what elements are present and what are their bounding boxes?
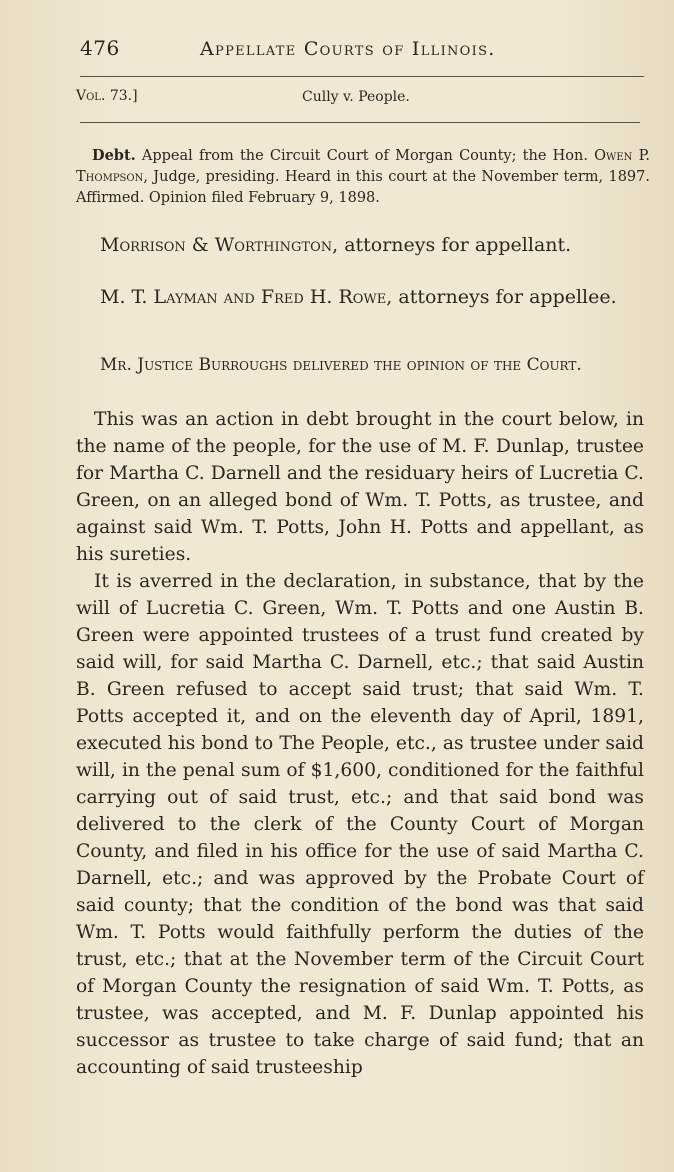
headnote-label: Debt.	[92, 147, 136, 164]
page-number: 476	[80, 36, 120, 60]
running-title: Appellate Courts of Illinois.	[200, 38, 496, 60]
appellant-role: , attorneys for appellant.	[332, 234, 572, 256]
headnote	[76, 145, 650, 209]
appellant-attorneys: Morrison & Worthington	[100, 234, 333, 256]
headnote-judge: Owen P. Thompson	[76, 148, 650, 185]
counsel-appellant	[76, 232, 644, 259]
body-paragraph-1: This was an action in debt brought in the court below, in the name of the people, for the use of M. F. Dunlap, trustee for Martha C. Darnell and the residuary heirs of Lucretia C. Green, on an alleged bond of Wm. T. Potts, as trustee, and against said Wm. T. Potts, John H. Potts and appellant, as his sureties.	[76, 409, 644, 565]
opinion-heading	[76, 354, 644, 376]
headnote-paragraph	[76, 145, 650, 209]
counsel-appellant-paragraph	[76, 232, 644, 259]
appellee-attorneys: M. T. Layman and Fred H. Rowe	[100, 286, 387, 308]
opinion-body	[76, 406, 644, 1081]
headnote-text: Appeal from the Circuit Court of Morgan County; the Hon.	[141, 148, 588, 164]
case-name: Cully v. People.	[302, 89, 410, 105]
volume-label: Vol. 73.]	[76, 88, 138, 104]
header-rule-top	[80, 76, 644, 77]
counsel-appellee	[76, 284, 644, 311]
page-header	[80, 36, 640, 66]
opinion-heading-text: Mr. Justice Burroughs delivered the opinion of the Court.	[100, 355, 582, 375]
body-paragraph-2: It is averred in the declaration, in substance, that by the will of Lucretia C. Green, Wm. T. Potts and one Austin B. Green were appointed trustees of a trust fund created by said will, for said Martha C. Darnell, etc.; that said Austin B. Green refused to accept said trust; that said Wm. T. Potts accepted it, and on the eleventh day of April, 1891, executed his bond to The People, etc., as trustee under said will, in the penal sum of $1,600, conditioned for the faithful carrying out of said trust, etc.; and that said bond was delivered to the clerk of the County Court of Morgan County, and filed in his office for the use of said Martha C. Darnell, etc.; and was approved by the Probate Court of said county; that the condition of the bond was that said Wm. T. Potts would faithfully perform the duties of the trust, etc.; that at the November term of the Circuit Court of Morgan County the resignation of said Wm. T. Potts, as trustee, was accepted, and M. F. Dunlap appointed his successor as trustee to take charge of said fund; that an accounting of said trusteeship	[76, 571, 644, 1078]
counsel-appellee-paragraph	[76, 284, 644, 311]
appellee-role: , attorneys for appellee.	[386, 286, 617, 308]
headnote-rest: , Judge, presiding. Heard in this court at the November term, 1897. Affirmed. Opinion filed February 9, 1898.	[76, 169, 650, 206]
header-rule-bottom	[80, 122, 640, 123]
